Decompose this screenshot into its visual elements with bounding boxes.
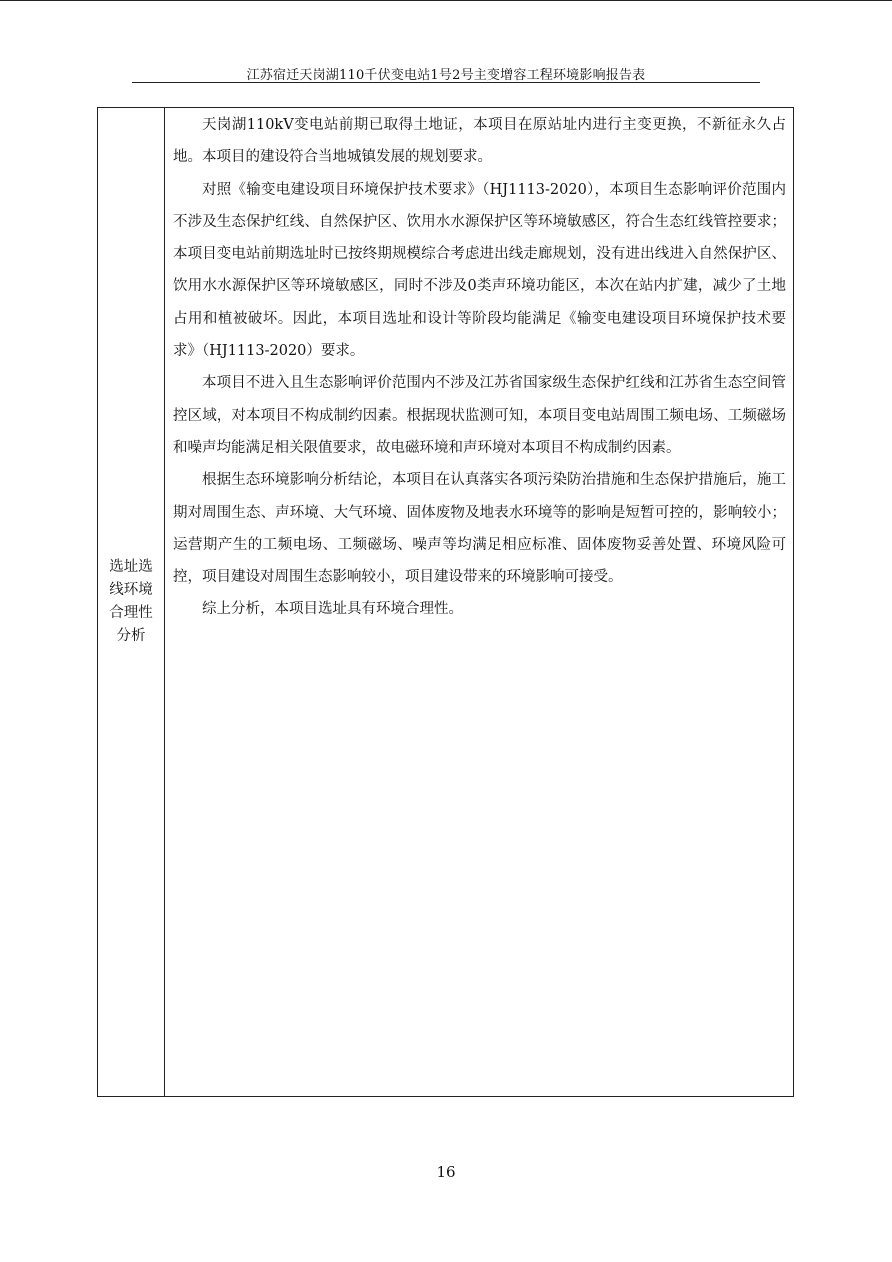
page-number: 16 — [436, 1163, 456, 1181]
row-label-cell — [98, 108, 165, 1096]
paragraph-land-use: 天岗湖110kV变电站前期已取得土地证，本项目在原站址内进行主变更换，不新征永久占地。本项目的建设符合当地城镇发展的规划要求。 — [173, 117, 786, 166]
analysis-table — [97, 107, 794, 1097]
paragraph-summary: 综上分析，本项目选址具有环境合理性。 — [202, 601, 463, 618]
row-label: 选址选线环境合理性分析 — [109, 559, 153, 644]
page-top-edge — [0, 0, 892, 1]
header-divider — [132, 82, 760, 83]
paragraph-ecological-redline: 本项目不进入且生态影响评价范围内不涉及江苏省国家级生态保护红线和江苏省生态空间管控区域，对本项目不构成制约因素。根据现状监测可知，本项目变电站周围工频电场、工频磁场和噪声均能满足相关限值要求，故电磁环境和声环境对本项目不构成制约因素。 — [173, 375, 786, 456]
paragraph-technical-requirements: 对照《输变电建设项目环境保护技术要求》（HJ1113-2020），本项目生态影响评价范围内不涉及生态保护红线、自然保护区、饮用水水源保护区等环境敏感区，符合生态红线管控要求；本项目变电站前期选址时已按终期规模综合考虑进出线走廊规划，没有进出线进入自然保护区、饮用水水源保护区等环境敏感区，同时不涉及0类声环境功能区，本次在站内扩建，减少了土地占用和植被破坏。因此，本项目选址和设计等阶段均能满足《输变电建设项目环境保护技术要求》（HJ1113-2020）要求。 — [173, 181, 786, 360]
row-content-cell — [165, 108, 793, 626]
paragraph-impact-conclusion: 根据生态环境影响分析结论，本项目在认真落实各项污染防治措施和生态保护措施后，施工期对周围生态、声环境、大气环境、固体废物及地表水环境等的影响是短暂可控的，影响较小；运营期产生的工频电场、工频磁场、噪声等均满足相应标准、固体废物妥善处置、环境风险可控，项目建设对周围生态影响较小，项目建设带来的环境影响可接受。 — [173, 472, 786, 586]
report-header-title: 江苏宿迁天岗湖110千伏变电站1号2号主变增容工程环境影响报告表 — [246, 68, 646, 83]
